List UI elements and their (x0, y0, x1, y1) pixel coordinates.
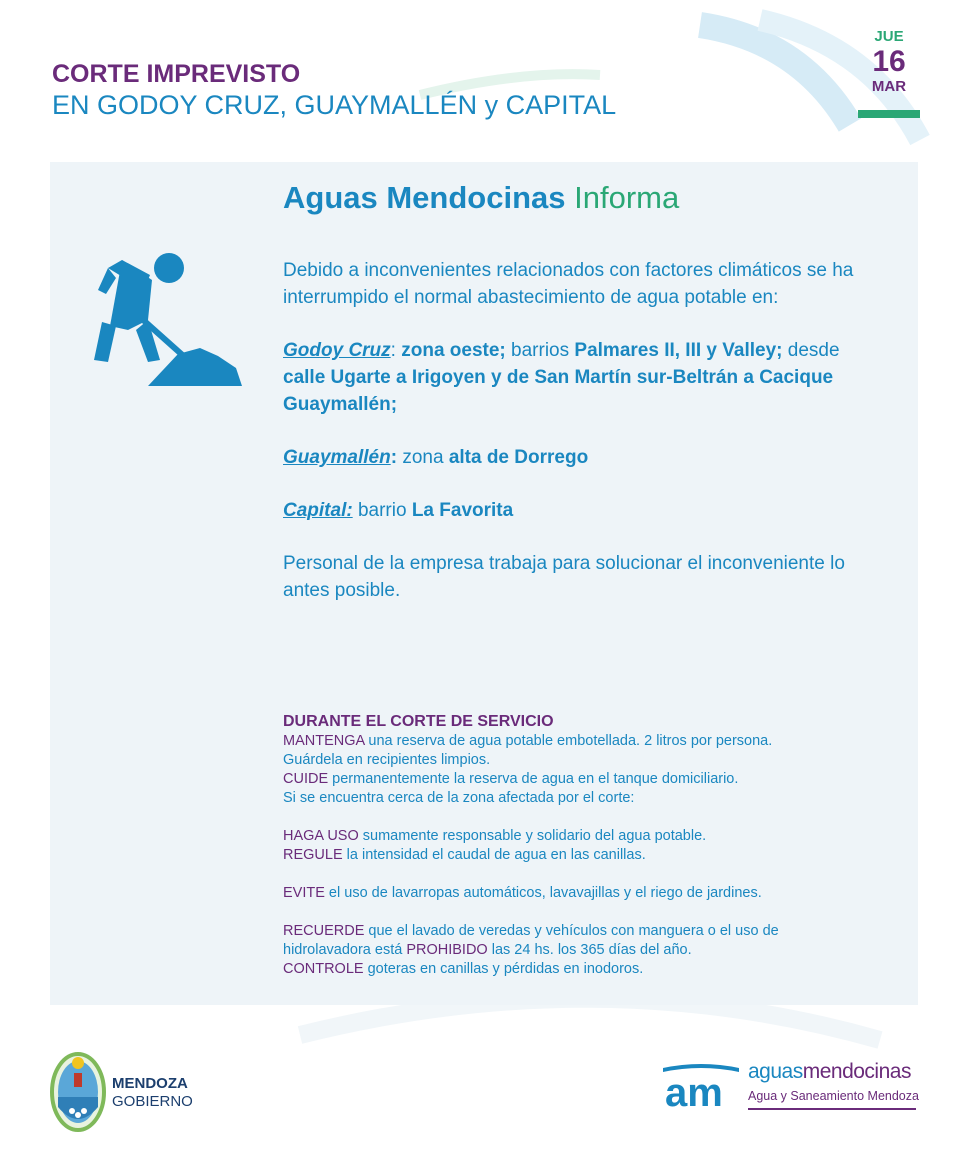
instruction-line: Si se encuentra cerca de la zona afectada por el corte: (283, 790, 635, 806)
heading-line-1: CORTE IMPREVISTO (52, 60, 301, 88)
announcement-body (283, 257, 883, 630)
instruction-line: CONTROLE goteras en canillas y pérdidas en inodoros. (283, 961, 644, 977)
heading-line-2: EN GODOY CRUZ, GUAYMALLÉN y CAPITAL (52, 90, 617, 120)
instruction-line: HAGA USO sumamente responsable y solidario del agua potable. (283, 828, 707, 844)
godoy-cruz-paragraph: Godoy Cruz: zona oeste; barrios Palmares II, III y Valley; desde calle Ugarte a Irigoyen y de San Martín sur-Beltrán a Cacique Guaymallén; (283, 340, 840, 415)
capital-paragraph: Capital: barrio La Favorita (283, 500, 514, 521)
aguas-mendocinas-logo (663, 1060, 739, 1112)
logo-monogram: am (665, 1071, 723, 1112)
government-label: MENDOZA GOBIERNO (112, 1075, 193, 1110)
intro-paragraph: Debido a inconvenientes relacionados con factores climáticos se ha interrumpido el normal abastecimiento de agua potable en: (283, 260, 854, 308)
place-godoy-cruz: Godoy Cruz (283, 340, 391, 361)
instruction-line: MANTENGA una reserva de agua potable embotellada. 2 litros por persona. (283, 733, 773, 749)
info-title (283, 180, 679, 216)
digging-worker-icon (88, 250, 248, 390)
brand-underline (748, 1108, 916, 1110)
info-title-accent: Informa (574, 180, 680, 215)
instruction-line: Guárdela en recipientes limpios. (283, 752, 491, 768)
closing-paragraph: Personal de la empresa trabaja para solucionar el inconveniente lo antes posible. (283, 553, 845, 601)
brand-name: aguasmendocinas (748, 1060, 911, 1083)
instruction-line: hidrolavadora está PROHIBIDO las 24 hs. los 365 días del año. (283, 942, 692, 958)
date-underline (858, 110, 920, 118)
place-capital: Capital: (283, 500, 353, 521)
service-instructions (283, 712, 883, 979)
instruction-line: EVITE el uso de lavarropas automáticos, lavavajillas y el riego de jardines. (283, 885, 762, 901)
place-guaymallen: Guaymallén (283, 447, 391, 468)
date-badge (858, 28, 920, 118)
instruction-line: REGULE la intensidad el caudal de agua en las canillas. (283, 847, 646, 863)
date-day: 16 (872, 45, 906, 78)
brand-tagline: Agua y Saneamiento Mendoza (748, 1089, 919, 1103)
info-title-main: Aguas Mendocinas (283, 180, 566, 215)
page-heading (52, 60, 616, 122)
instruction-line: RECUERDE que el lavado de veredas y vehículos con manguera o el uso de (283, 923, 779, 939)
service-heading: DURANTE EL CORTE DE SERVICIO (283, 713, 554, 730)
guaymallen-paragraph: Guaymallén: zona alta de Dorrego (283, 447, 589, 468)
instruction-line: CUIDE permanentemente la reserva de agua en el tanque domiciliario. (283, 771, 739, 787)
date-weekday: JUE (874, 28, 904, 45)
mendoza-shield-logo (48, 1045, 108, 1135)
date-month: MAR (871, 78, 907, 95)
